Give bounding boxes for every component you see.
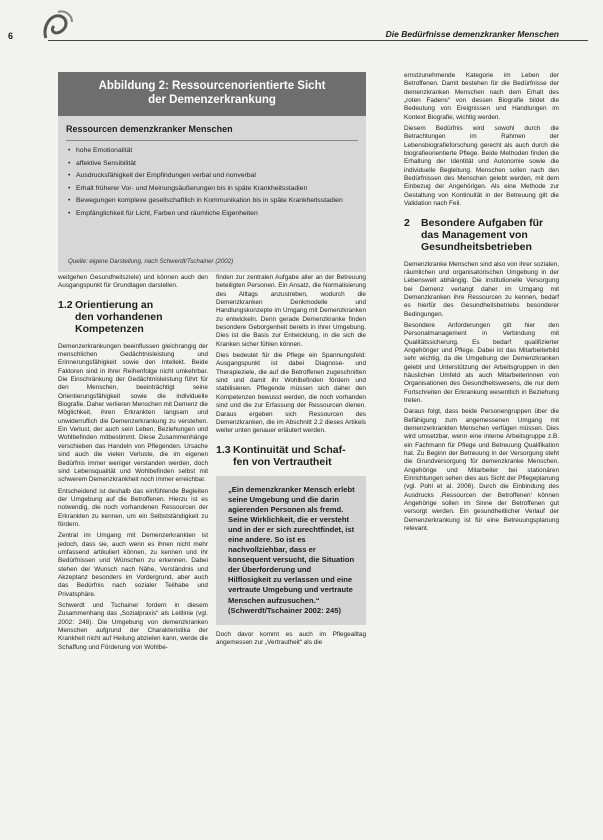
figure-title-line: Abbildung 2: Ressourcenorientierte Sicht [98,80,326,92]
running-title: Die Bedürfnisse demenzkranker Menschen [385,29,559,39]
paragraph: Dies bedeutet für die Pflege ein Spannungsfeld: Ausgangspunkt ist dabei Diagnose- und Therapieziele, die auf die Betroffenen zugeschnitten sind und damit ihr Wohlbefinden fördern und stabilisieren. Pflegende müssen sich daher den Kompetenzen bewusst werden, die noch vorhanden sind und die zur Erfassung der Ressourcen dienen. Daraus ergeben sich Ressourcen des Demenzkranken, die im Abschnitt 2.2 dieses Artikels weiter unten genauer erläutert werden. [216,352,366,435]
heading-line: Kontinuität und Schaf- [233,443,346,456]
paragraph: Demenzerkrankungen beeinflussen gleichrangig der menschlichen Gedächtnisleistung und Erinnerungsfähigkeit sowie den Intellekt. Beide Faktoren sind in ihrer Reihenfolge nicht umkehrbar. Die Einschränkung der Gedächtnisleistung führt für den Menschen, beeinträchtigt seine Orientierungsfähigkeit sowie die individuelle Biografie. Daher verlieren Menschen mit Demenz die Möglichkeit, ihren Erkrankten langsam und unwiderruflich die Demenzerkrankung zu verstehen. Ein Verlust, der auch sein Leben, Beziehungen und Wohlbefinden mitbestimmt. Diese Zusammenhänge verschieben das Handeln von Pflegenden. Ursache sind auch die vielen Verluste, die im eigenen Bedürfnis immer weniger verstanden werden, doch sind Lebensqualität und Wohlbefinden selbst mit schwerem Demenzkrankheit noch immer erreichbar. [58,342,208,484]
figure-divider [66,140,358,141]
paragraph: Demenzkranke Menschen sind also von ihrer sozialen, räumlichen und organisatorischen Umgebung in der Lebenswelt abhängig. Die institutionelle Versorgung bei Demenz verlangt daher im Umgang mit Demenzkranken ihre Ressourcen zu kennen, bedarf es hierfür des Gesundheitsbetriebs besonderer Bedingungen. [404,260,559,318]
figure-subtitle: Ressourcen demenzkranker Menschen [66,124,233,134]
section-heading [216,444,366,468]
list-item: • Erhalt früherer Vor- und Meinungsäußerungen bis in späte Krankheitsstadien [68,185,358,194]
heading-line: Besondere Aufgaben für [421,216,544,229]
list-item: • hohe Emotionalität [68,147,358,156]
paragraph: Schwerdt und Tschainer fordern in diesem Zusammenhang das „Sozialpraxis“ als Leitlinie (vgl. 2002: 248). Die Umgebung von demenzkranken Menschen aufgrund der Charakteristika der Krankheit nicht auf Heilung abzielen kann, werde die Schaffung und Förderung von Wohlbe- [58,602,208,651]
paragraph: Entscheidend ist deshalb das einfühlende Begleiten der Umgebung auf die Betroffenen. Hierzu ist es notwendig, die noch vorhandenen Ressourcen der Erkrankten zu kennen, um ein Selbstständigkeit zu fördern. [58,487,208,528]
figure-box [58,72,366,272]
figure-title [58,72,366,116]
paragraph: Zentral im Umgang mit Demenzerkrankten ist jedoch, dass sie, auch wenn es ihnen nicht mehr umfassend artikuliert können, zu kennen und ihr Bedürfnissen und Wünschen zu erkennen. Dabei stehen der Wunsch nach Nähe, Verständnis und Akzeptanz besonders im Vordergrund, aber auch das Bedürfnis nach sozialer Teilhabe und Privatsphäre. [58,532,208,598]
section-number: 1.2 [58,298,73,311]
paragraph: Diesem Bedürfnis wird sowohl durch die Betrachtungen im Rahmen der Lebensbiografieforschung gerecht als auch durch die biografieorientierte Pflege. Beide Methoden finden die Erhaltung der Identität und Autonomie sowie die individuelle Begleitung. Menschen sollen nach den Bedürfnissen des Menschen gelebt werden, mit dem Einbezug der Angehörigen. Als eine Methode zur Gestaltung von Kontinuität in der Betreuung gilt die Validation nach Feil. [404,125,559,208]
heading-line: Kompetenzen [75,322,144,335]
paragraph: finden zur zentralen Aufgabe aller an der Betreuung beteiligten Personen. Ein Ansatz, die Normalisierung des Alltags anzustreben, wodurch die Demenzkranken Denkmodelle und Handlungskonzepte im Umgang mit Demenzkranken zu entwickeln. Denn gerade Demenzkranke finden besondere Geborgenheit bereits in ihrer Umgebung. Dies ist die Basis zur Entwicklung, in die sich die Kranken sicher fühlen können. [216,274,366,348]
paragraph: weitgehen Gesundheitsziele) und können auch den Ausgangspunkt für Grundlagen darstellen. [58,274,208,290]
list-item: • Ausdrucksfähigkeit der Empfindungen verbal und nonverbal [68,172,358,181]
publisher-logo-icon [38,8,78,44]
figure-source: Quelle: eigene Darstellung, nach Schwerdt/Tschainer (2002) [68,258,234,265]
list-item: • Bewegungen komplexe gesellschaftlich in Kommunikation bis in späte Krankheitsstadien [68,197,358,206]
pull-quote: „Ein demenzkranker Mensch erlebt seine Umgebung und die darin agierenden Personen als fremd. Seine Wirklichkeit, die er versteht und in der er sich zurechtfindet, ist eine andere. So ist es nachvollziehbar, dass er konsequent versucht, die Situation der Überforderung und Hilflosigkeit zu verlassen und eine vertraute Umgebung und vertraute Menschen aufzusuchen.“ (Schwerdt/Tschainer 2002: 245) [216,476,366,625]
list-item: • affektive Sensibilität [68,160,358,169]
paragraph: Doch davor kommt es auch im Pflegealltag angemessen zur „Vertrautheit“ als die [216,630,366,647]
paragraph: Daraus folgt, dass beide Personengruppen über die Befähigung zum angemessenen Umgang mit demenzerkrankten Menschen verfügen müssen. Dies wird umsetzbar, wenn eine interne Arbeitsgruppe z.B. ein Fachmann für Pflege und Betreuung Qualifikation hat. Zu Beginn der Betreuung in der Versorgung steht die Grundversorgung für demenzkranke Menschen. Angehörige und Mitarbeiter bei stationären Einrichtungen sehen dies aus Sicht der Pflegeplanung (vgl. Pohl et al. 2006). Durch die Einbindung des Ausdrucks ,Ressourcen der Betroffenen' können Angehörige sollen im Sinne der Betroffenen gut versorgt werden. Ein gesundheitlicher Verlauf der Demenzerkrankung ist für eine Betreuungsplanung relevant. [404,408,559,533]
page-header [0,0,603,46]
section-number: 2 [404,216,410,229]
heading-line: das Management von [421,228,528,241]
text-column-left [58,274,208,655]
section-heading [404,217,559,253]
paragraph: Besondere Anforderungen gilt hier den Personalmanagement in Verbindung mit Qualitätssicherung. Es bedarf qualifizierter Angehöriger und Pflege. Dabei ist das Mitarbeiterbild sehr wichtig, da die Umgebung der Demenzkranken gelebt und Unterstützung der Arbeitsgruppen in den häuslichen Umfeld als auch Mitarbeiterinnen von Organisationen des Gesundheitswesens, die nur dem Fortschreiten der Erkrankung wesentlich in Beziehung treten. [404,321,559,404]
list-item: • Empfänglichkeit für Licht, Farben und räumliche Eigenheiten [68,210,358,219]
resource-list [68,147,358,223]
section-heading [58,299,208,335]
heading-line: Orientierung an [75,298,154,311]
heading-line: den vorhandenen [75,310,163,323]
text-column-right [404,72,559,537]
paragraph: ernstzunehmende Kategorie im Leben der Betroffenen. Damit bestehen für die Bedürfnisse der demenzkranken Menschen nach dem Erhalt des „roten Fadens“ von dessen Biografie bildet die Bedeutung von Ereignissen und Handlungen im Kontext Biografie, wichtig werden. [404,72,559,121]
heading-line: Gesundheitsbetrieben [421,240,532,253]
heading-line: fen von Vertrautheit [233,455,332,468]
header-divider [48,40,588,41]
figure-title-line: der Demenzerkrankung [148,94,276,106]
text-column-middle [216,274,366,650]
section-number: 1.3 [216,443,231,456]
page-number: 6 [8,31,14,41]
